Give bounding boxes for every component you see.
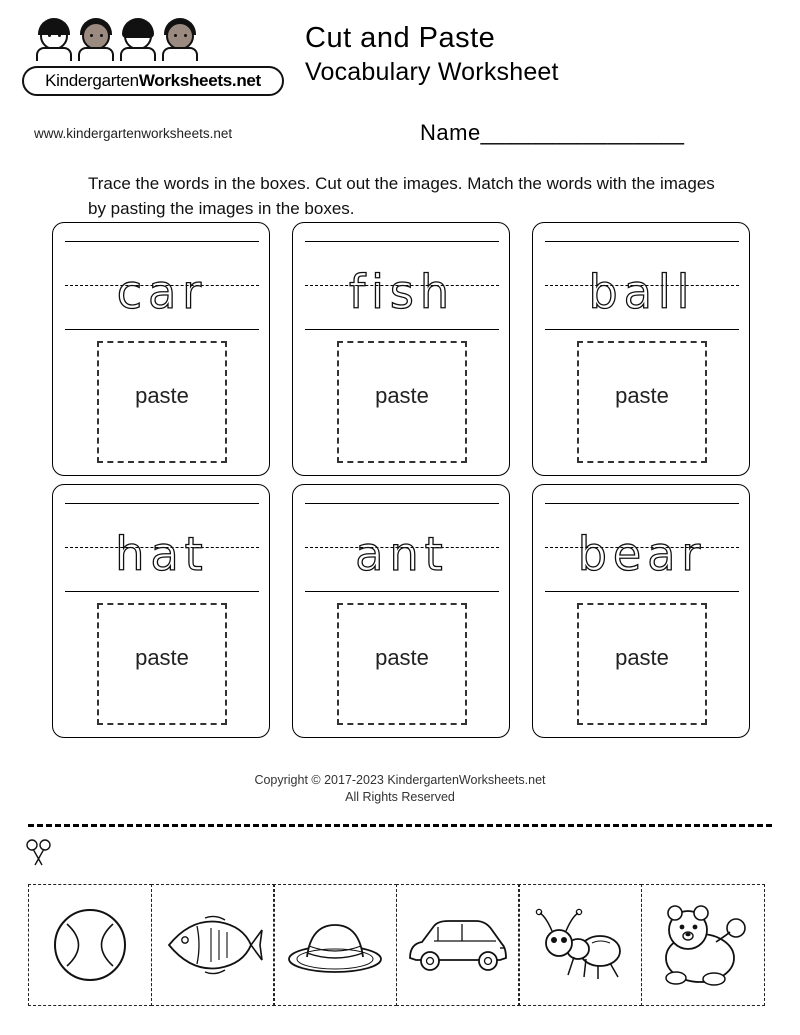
site-logo <box>22 14 290 141</box>
rule-top <box>545 241 739 242</box>
logo-text-kindergarten: Kindergarten <box>45 71 139 90</box>
paste-label: paste <box>615 383 669 408</box>
paste-box[interactable] <box>337 603 467 725</box>
rule-top <box>545 503 739 504</box>
word-card-bear <box>532 484 750 738</box>
trace-area <box>65 237 259 333</box>
cutout-cell-ball[interactable] <box>28 884 152 1006</box>
cutout-strip <box>28 884 772 1006</box>
page-subtitle: Vocabulary Worksheet <box>305 58 559 87</box>
trace-area <box>305 499 499 595</box>
rights-text: All Rights Reserved <box>345 789 455 804</box>
cutout-cell-car[interactable] <box>396 884 520 1006</box>
rule-top <box>65 503 259 504</box>
cutout-cell-ant[interactable] <box>518 884 642 1006</box>
cutout-cell-bear[interactable] <box>641 884 765 1006</box>
bear-image <box>654 902 752 988</box>
ball-image <box>47 902 133 988</box>
trace-area <box>545 237 739 333</box>
word-card-fish <box>292 222 510 476</box>
trace-word[interactable]: ant <box>355 527 449 581</box>
instructions-text: Trace the words in the boxes. Cut out the images. Match the words with the images by pasting the images in the boxes. <box>88 174 715 218</box>
logo-banner <box>22 66 284 96</box>
ant-image <box>534 907 626 983</box>
copyright-block <box>0 772 800 806</box>
paste-box[interactable] <box>97 341 227 463</box>
paste-label: paste <box>375 645 429 670</box>
trace-word[interactable]: car <box>116 265 208 319</box>
trace-word[interactable]: hat <box>115 527 209 581</box>
logo-text-net: .net <box>231 71 261 90</box>
trace-word[interactable]: bear <box>577 527 707 581</box>
rule-bottom <box>65 329 259 330</box>
kid-figure-4 <box>158 14 202 60</box>
scissors-icon <box>24 838 58 868</box>
rule-top <box>305 241 499 242</box>
kid-figure-3 <box>116 14 160 60</box>
site-url: www.kindergartenworksheets.net <box>34 126 233 141</box>
cut-line <box>28 824 772 827</box>
card-row-1 <box>52 222 752 476</box>
name-field-label[interactable]: Name________________ <box>420 120 685 145</box>
worksheet-header <box>0 0 800 150</box>
paste-box[interactable] <box>577 603 707 725</box>
trace-area <box>65 499 259 595</box>
rule-bottom <box>305 329 499 330</box>
rule-bottom <box>65 591 259 592</box>
trace-word[interactable]: fish <box>348 265 456 319</box>
copyright-text: Copyright © 2017-2023 KindergartenWorksheets.net <box>254 773 546 787</box>
worksheet-grid <box>52 222 752 746</box>
word-card-ant <box>292 484 510 738</box>
rule-top <box>305 503 499 504</box>
word-card-ball <box>532 222 750 476</box>
title-block <box>305 22 785 89</box>
hat-image <box>283 913 387 977</box>
rule-bottom <box>305 591 499 592</box>
car-image <box>404 914 512 976</box>
page-title: Cut and Paste <box>305 22 496 54</box>
kid-figure-1 <box>32 14 76 60</box>
rule-bottom <box>545 329 739 330</box>
word-card-car <box>52 222 270 476</box>
trace-area <box>305 237 499 333</box>
paste-box[interactable] <box>97 603 227 725</box>
word-card-hat <box>52 484 270 738</box>
paste-label: paste <box>375 383 429 408</box>
fish-image <box>161 912 265 978</box>
trace-area <box>545 499 739 595</box>
rule-bottom <box>545 591 739 592</box>
cutout-cell-hat[interactable] <box>273 884 397 1006</box>
logo-text-worksheets: Worksheets <box>138 71 232 90</box>
cutout-cell-fish[interactable] <box>151 884 275 1006</box>
paste-box[interactable] <box>577 341 707 463</box>
kids-illustration <box>32 14 262 60</box>
paste-label: paste <box>615 645 669 670</box>
paste-label: paste <box>135 383 189 408</box>
paste-label: paste <box>135 645 189 670</box>
paste-box[interactable] <box>337 341 467 463</box>
kid-figure-2 <box>74 14 118 60</box>
trace-word[interactable]: ball <box>588 265 696 319</box>
rule-top <box>65 241 259 242</box>
card-row-2 <box>52 484 752 738</box>
